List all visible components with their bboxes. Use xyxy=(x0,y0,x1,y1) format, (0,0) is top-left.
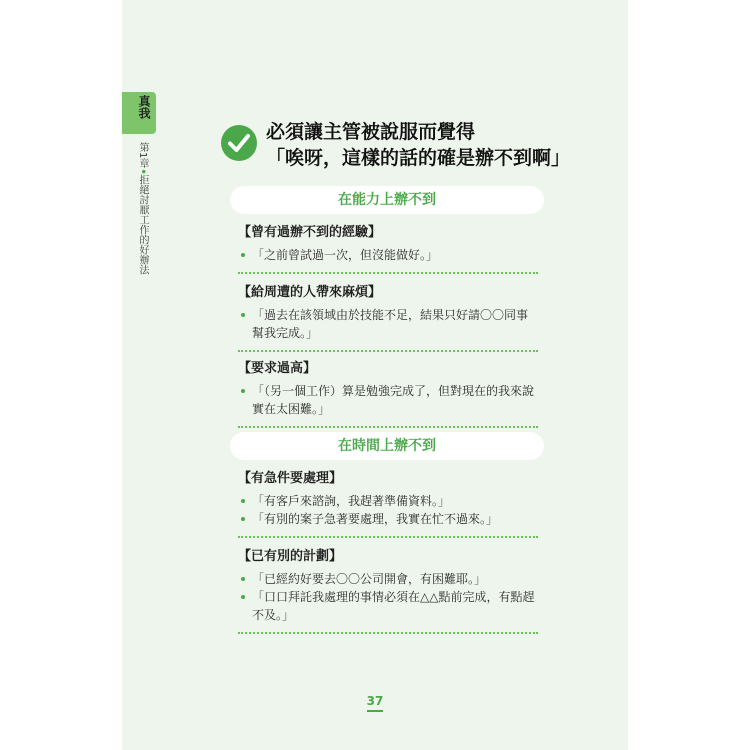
dotted-divider xyxy=(238,536,538,538)
group-urgent-task xyxy=(238,470,538,538)
chapter-title-vertical xyxy=(132,142,148,275)
chapter-tab xyxy=(122,92,156,134)
excuse-item: 「（另一個工作）算是勉強完成了，但對現在的我來說實在太困難。」 xyxy=(238,382,538,418)
excuse-item: 「已經約好要去〇〇公司開會，有困難耶。」 xyxy=(238,570,538,588)
dotted-divider xyxy=(238,272,538,274)
check-circle-icon xyxy=(220,124,258,162)
section-pill-time: 在時間上辦不到 xyxy=(230,432,544,460)
group-trouble-others xyxy=(238,284,538,352)
book-page xyxy=(122,0,628,750)
group-heading: 【曾有過辦不到的經驗】 xyxy=(238,225,382,240)
page-number: 37 xyxy=(366,694,384,708)
group-heading: 【給周遭的人帶來麻煩】 xyxy=(238,285,382,300)
chapter-tab-label: 真我 xyxy=(137,95,151,119)
excuse-item: 「有客戶來諮詢，我趕著準備資料。」 xyxy=(238,492,538,510)
excuse-list xyxy=(238,382,538,418)
dotted-divider xyxy=(238,350,538,352)
chapter-label-suffix: 章 xyxy=(137,158,148,169)
section-heading xyxy=(266,119,596,171)
excuse-item: 「之前曾試過一次，但沒能做好。」 xyxy=(238,246,538,264)
excuse-item: 「有別的案子急著要處理，我實在忙不過來。」 xyxy=(238,510,538,528)
dotted-divider xyxy=(238,426,538,428)
chapter-bullet: • xyxy=(137,168,148,175)
page-number-underline xyxy=(367,710,383,712)
dotted-divider xyxy=(238,632,538,634)
excuse-list xyxy=(238,570,538,624)
excuse-list xyxy=(238,306,538,342)
group-heading: 【要求過高】 xyxy=(238,361,317,376)
heading-line-2: 「唉呀，這樣的話的確是辦不到啊」 xyxy=(266,147,571,169)
group-other-plans xyxy=(238,548,538,634)
group-heading: 【有急件要處理】 xyxy=(238,471,343,486)
section-pill-ability: 在能力上辦不到 xyxy=(230,186,544,214)
chapter-number: 1 xyxy=(137,152,148,159)
group-heading: 【已有別的計劃】 xyxy=(238,549,343,564)
heading-line-1: 必須讓主管被說服而覺得 xyxy=(266,121,476,143)
excuse-list xyxy=(238,246,538,264)
group-too-demanding xyxy=(238,360,538,428)
chapter-label: 第 xyxy=(137,142,148,152)
group-past-failure xyxy=(238,224,538,274)
excuse-item: 「口口拜託我處理的事情必須在△△點前完成，有點趕不及。」 xyxy=(238,588,538,624)
excuse-list xyxy=(238,492,538,528)
excuse-item: 「過去在該領域由於技能不足，結果只好請〇〇同事幫我完成。」 xyxy=(238,306,538,342)
chapter-title: 拒絕討厭工作的好辦法 xyxy=(137,174,148,275)
